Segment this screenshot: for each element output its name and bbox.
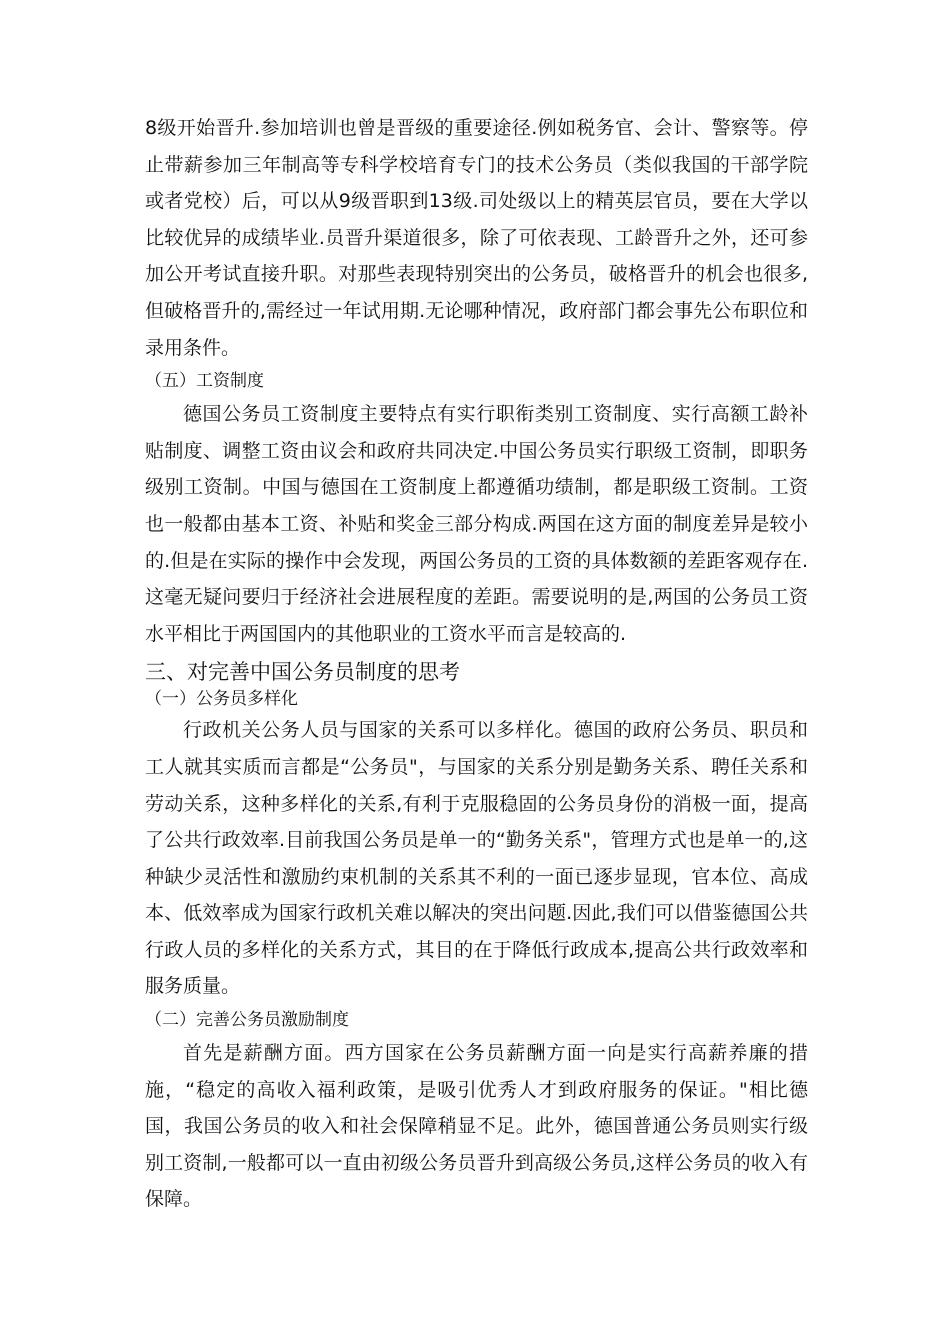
subheading-incentive: （二）完善公务员激励制度	[145, 1010, 349, 1031]
section-heading-three: 三、对完善中国公务员制度的思考	[145, 660, 460, 685]
subheading-salary-system: （五）工资制度	[145, 371, 264, 392]
paragraph-salary: 德国公务员工资制度主要特点有实行职衔类别工资制度、实行高额工龄补贴制度、调整工资由议会和政府共同决定.中国公务员实行职级工资制，即职务级别工资制。中国与德国在工资制度上都遵循功绩制，都是职级工资制。工资也一般都由基本工资、补贴和奖金三部分构成.两国在这方面的制度差异是较小的.但是在实际的操作中会发现，两国公务员的工资的具体数额的差距客观存在.这毫无疑问要归于经济社会进展程度的差距。需要说明的是,两国的公务员工资水平相比于两国国内的其他职业的工资水平而言是较高的.	[145, 403, 808, 645]
paragraph-incentive: 首先是薪酬方面。西方国家在公务员薪酬方面一向是实行高薪养廉的措施，“稳定的高收入福利政策，是吸引优秀人才到政府服务的保证。"相比德国，我国公务员的收入和社会保障稍显不足。此外，德国普通公务员则实行级别工资制,一般都可以一直由初级公务员晋升到高级公务员,这样公务员的收入有保障。	[145, 1042, 808, 1211]
subheading-diversification: （一）公务员多样化	[145, 689, 298, 710]
paragraph-diversification: 行政机关公务人员与国家的关系可以多样化。德国的政府公务员、职员和工人就其实质而言都是“公务员"，与国家的关系分别是勤务关系、聘任关系和劳动关系，这种多样化的关系,有利于克服稳固的公务员身份的消极一面，提高了公共行政效率.目前我国公务员是单一的“勤务关系"，管理方式也是单一的,这种缺少灵活性和激励约束机制的关系其不利的一面已逐步显现，官本位、高成本、低效率成为国家行政机关难以解决的突出问题.因此,我们可以借鉴德国公共行政人员的多样化的关系方式，其目的在于降低行政成本,提高公共行政效率和服务质量。	[145, 719, 808, 998]
paragraph-promotion: 8级开始晋升.参加培训也曾是晋级的重要途径.例如税务官、会计、警察等。停止带薪参加三年制高等专科学校培育专门的技术公务员（类似我国的干部学院或者党校）后，可以从9级晋职到13级.司处级以上的精英层官员，要在大学以比较优异的成绩毕业.员晋升渠道很多，除了可依表现、工龄晋升之外，还可参加公开考试直接升职。对那些表现特别突出的公务员，破格晋升的机会也很多,但破格晋升的,需经过一年试用期.无论哪种情况，政府部门都会事先公布职位和录用条件。	[145, 117, 808, 359]
